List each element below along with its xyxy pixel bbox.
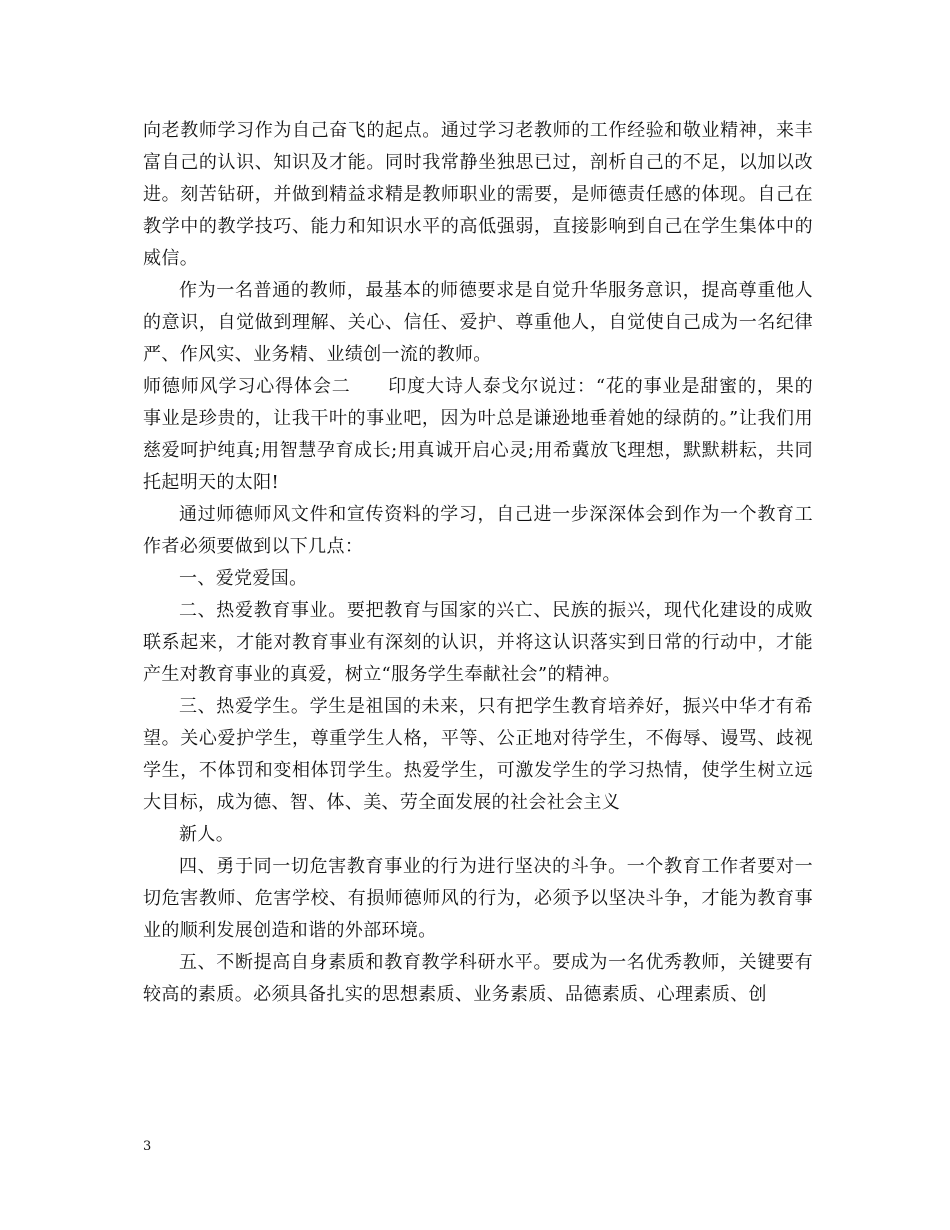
paragraph-7: 三、热爱学生。学生是祖国的未来，只有把学生教育培养好，振兴中华才有希望。关心爱护学生，尊重学生人格，平等、公正地对待学生，不侮辱、谩骂、歧视学生，不体罚和变相体罚学生。热爱学生，可激发学生的学习热情，使学生树立远大目标，成为德、智、体、美、劳全面发展的社会社会主义 (143, 696, 813, 813)
paragraph-1: 向老教师学习作为自己奋飞的起点。通过学习老教师的工作经验和敬业精神，来丰富自己的认识、知识及才能。同时我常静坐独思已过，剖析自己的不足，以加以改进。刻苦钻研，并做到精益求精是教师职业的需要，是师德责任感的体现。自己在教学中的教学技巧、能力和知识水平的高低强弱，直接影响到自己在学生集体中的威信。 (143, 120, 813, 269)
document-body (143, 115, 813, 1011)
paragraph-4: 通过师德师风文件和宣传资料的学习，自己进一步深深体会到作为一个教育工作者必须要做到以下几点： (143, 504, 813, 557)
page-number: 3 (143, 1139, 152, 1154)
paragraph-10: 五、不断提高自身素质和教育教学科研水平。要成为一名优秀教师，关键要有较高的素质。必须具备扎实的思想素质、业务素质、品德素质、心理素质、创 (143, 952, 813, 1005)
paragraph-5: 一、爱党爱国。 (179, 568, 308, 589)
paragraph-6: 二、热爱教育事业。要把教育与国家的兴亡、民族的振兴，现代化建设的成败联系起来，才能对教育事业有深刻的认识，并将这认识落实到日常的行动中，才能产生对教育事业的真爱，树立“服务学生奉献社会”的精神。 (143, 600, 813, 685)
paragraph-3: 师德师风学习心得体会二 印度大诗人泰戈尔说过：“花的事业是甜蜜的，果的事业是珍贵的，让我干叶的事业吧，因为叶总是谦逊地垂着她的绿荫的。”让我们用慈爱呵护纯真;用智慧孕育成长;用真诚开启心灵;用希冀放飞理想，默默耕耘，共同托起明天的太阳! (143, 376, 813, 493)
paragraph-2: 作为一名普通的教师，最基本的师德要求是自觉升华服务意识，提高尊重他人的意识，自觉做到理解、关心、信任、爱护、尊重他人，自觉使自己成为一名纪律严、作风实、业务精、业绩创一流的教师。 (143, 280, 813, 365)
paragraph-8: 新人。 (179, 824, 235, 845)
paragraph-9: 四、勇于同一切危害教育事业的行为进行坚决的斗争。一个教育工作者要对一切危害教师、危害学校、有损师德师风的行为，必须予以坚决斗争，才能为教育事业的顺利发展创造和谐的外部环境。 (143, 856, 813, 941)
